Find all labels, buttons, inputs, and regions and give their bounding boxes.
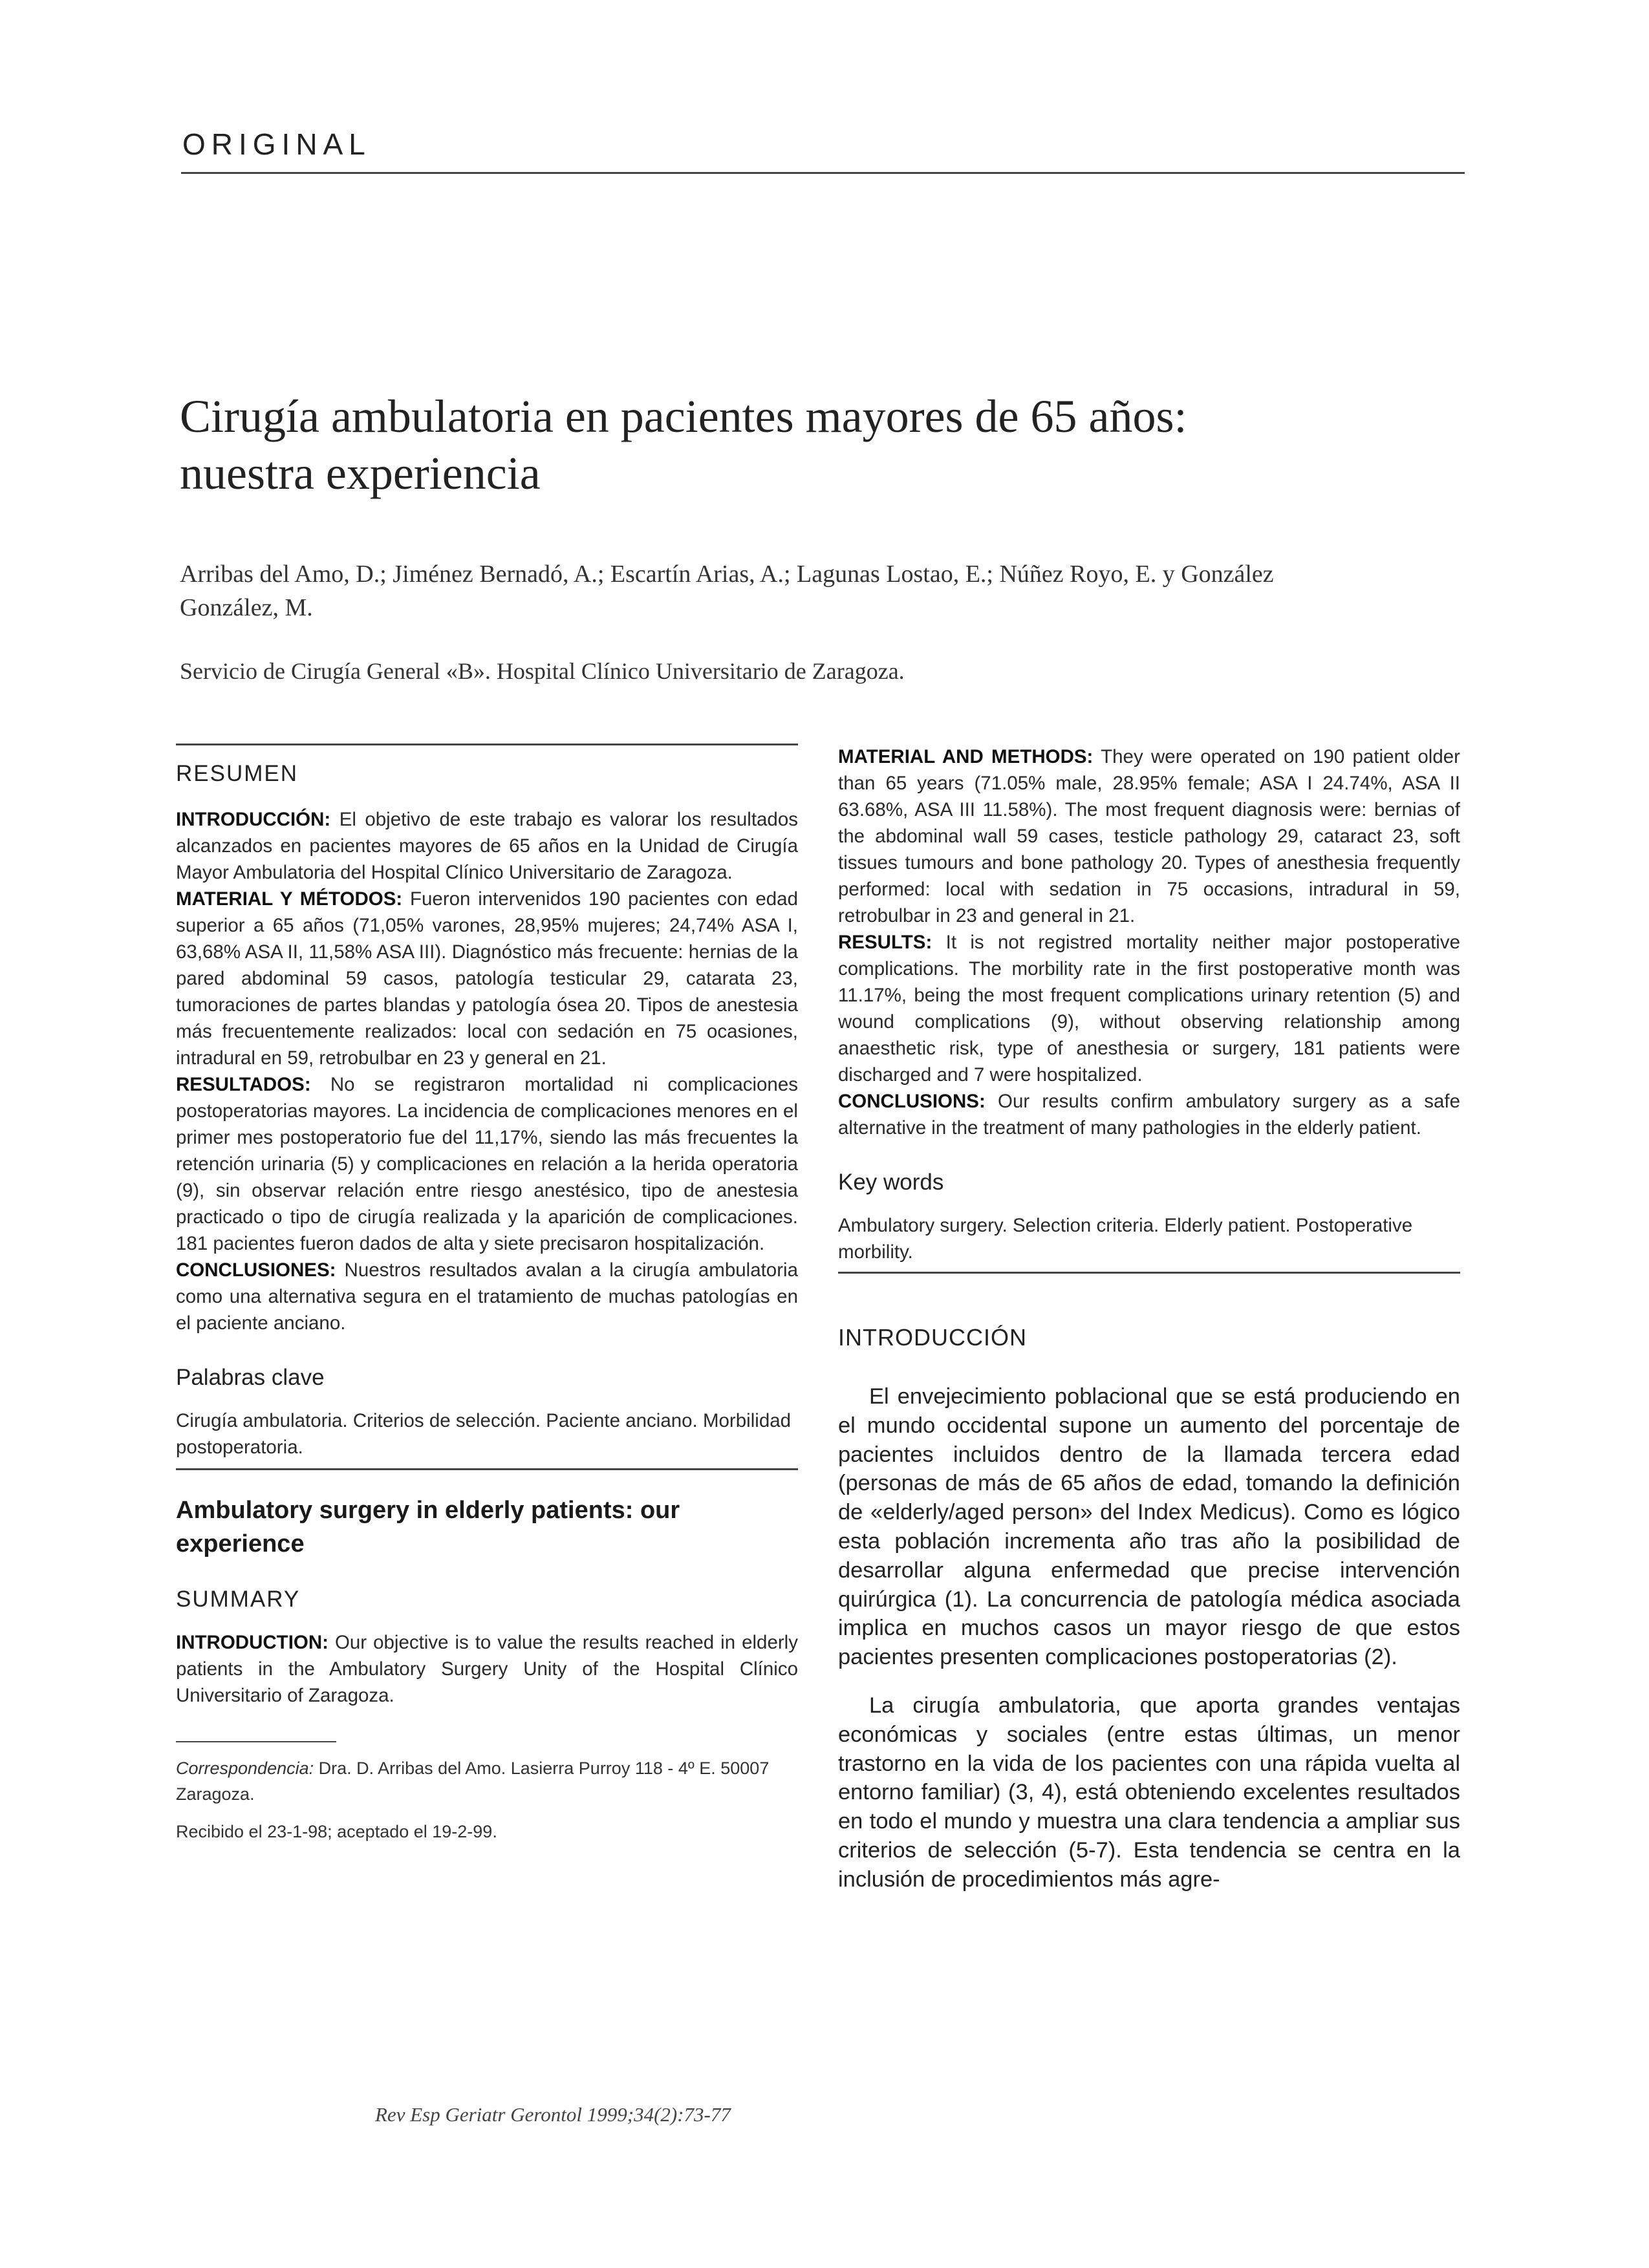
resumen-results-text: No se registraron mortalidad ni complicaciones postoperatorias mayores. La incidencia de complicaciones menores en el primer mes postoperatorio fue del 11,17%, siendo las más frecuentes la retención urinaria (5) y complicaciones en relación a la herida operatoria (9), sin observar relación entre riesgo anestésico, tipo de anestesia practicado o tipo de cirugía realizada y la aparición de complicaciones. 181 pacientes fueron dados de alta y siete precisaron hospitalización.	[176, 1074, 798, 1254]
english-title	[176, 1493, 798, 1561]
top-rule	[181, 172, 1465, 174]
palabras-clave-text: Cirugía ambulatoria. Criterios de selección. Paciente anciano. Morbilidad postoperatoria.	[176, 1410, 792, 1458]
resumen-material-metodos	[176, 886, 798, 1071]
footnote-received: Recibido el 23-1-98; aceptado el 19-2-99.	[176, 1822, 497, 1841]
article-title-line-1: Cirugía ambulatoria en pacientes mayores de 65 años:	[180, 390, 1187, 442]
summary-conclusions-text: Our results confirm ambulatory surgery as a safe alternative in the treatment of many pathologies in the elderly patient.	[838, 1091, 1460, 1139]
resumen-resultados	[176, 1071, 798, 1257]
key-words-heading: Key words	[838, 1170, 944, 1195]
summary-intro-text: Our objective is to value the results reached in elderly patients in the Ambulatory Surgery Unity of the Hospital Clínico Universitario of Zaragoza.	[176, 1632, 798, 1706]
footnote-corr-text: Dra. D. Arribas del Amo. Lasierra Purroy 118 - 4º E. 50007 Zaragoza.	[176, 1759, 770, 1804]
footnote-correspondence	[176, 1755, 798, 1807]
resumen-introduccion	[176, 806, 798, 886]
key-words-rule	[838, 1272, 1460, 1274]
footnote-rule	[176, 1741, 336, 1742]
palabras-clave-heading: Palabras clave	[176, 1365, 325, 1390]
article-title-line-2: nuestra experiencia	[180, 447, 541, 499]
authors-line-1: Arribas del Amo, D.; Jiménez Bernadó, A.; Escartín Arias, A.; Lagunas Lostao, E.; Núñez Royo, E. y González	[180, 561, 1274, 588]
introduccion-paragraph-1: El envejecimiento poblacional que se está produciendo en el mundo occidental supone un aumento del porcentaje de pacientes incluidos dentro de la llamada tercera edad (personas de más de 65 años de edad, tomando la definición de «elderly/aged person» del Index Medicus). Como es lógico esta población incrementa año tras año la posibilidad de desarrollar alguna enfermedad que precise intervención quirúrgica (1). La concurrencia de patología médica asociada implica en muchos casos un mayor riesgo de que estos pacientes presenten complicaciones postoperatorias (2).	[838, 1384, 1460, 1670]
authors-line-2: González, M.	[180, 594, 313, 621]
summary-methods-text: They were operated on 190 patient older than 65 years (71.05% male, 28.95% female; ASA I 24.74%, ASA II 63.68%, ASA III 11.58%). The most frequent diagnosis were: bernias of the abdominal wall 59 cases, testicle pathology 29, cataract 23, soft tissues tumours and bone pathology 20. Types of anesthesia frequently performed: local with sedation in 75 occasions, intradural in 59, retrobulbar in 23 and general in 21.	[838, 746, 1460, 926]
resumen-body	[176, 806, 798, 1336]
footnote-corr-label: Correspondencia:	[176, 1759, 314, 1778]
resumen-methods-text: Fueron intervenidos 190 pacientes con edad superior a 65 años (71,05% varones, 28,95% mujeres; 24,74% ASA I, 63,68% ASA II, 11,58% ASA III). Diagnóstico más frecuente: hernias de la pared abdominal 59 casos, patología testicular 29, catarata 23, tumoraciones de partes blandas y patología ósea 20. Tipos de anestesia más frecuentemente realizados: local con sedación en 75 ocasiones, intradural en 59, retrobulbar en 23 y general en 21.	[176, 888, 798, 1069]
resumen-intro-label: INTRODUCCIÓN:	[176, 809, 331, 830]
right-column	[838, 744, 1460, 1894]
affiliation: Servicio de Cirugía General «B». Hospital Clínico Universitario de Zaragoza.	[180, 658, 905, 684]
summary-intro-label: INTRODUCTION:	[176, 1632, 329, 1653]
authors	[180, 557, 1441, 625]
section-label: ORIGINAL	[182, 127, 371, 161]
article-title	[180, 388, 1408, 502]
resumen-results-label: RESULTADOS:	[176, 1074, 311, 1095]
palabras-clave-rule	[176, 1468, 798, 1470]
summary-introduction	[176, 1629, 798, 1709]
left-column	[176, 744, 798, 1845]
resumen-conclusions-text: Nuestros resultados avalan a la cirugía ambulatoria como una alternativa segura en el tratamiento de muchas patologías en el paciente anciano.	[176, 1259, 798, 1334]
resumen-intro-text: El objetivo de este trabajo es valorar los resultados alcanzados en pacientes mayores de 65 años en la Unidad de Cirugía Mayor Ambulatoria del Hospital Clínico Universitario de Zaragoza.	[176, 809, 798, 883]
key-words-text: Ambulatory surgery. Selection criteria. Elderly patient. Postoperative morbility.	[838, 1215, 1413, 1263]
summary-heading: SUMMARY	[176, 1587, 301, 1612]
introduccion-paragraph-2: La cirugía ambulatoria, que aporta grandes ventajas económicas y sociales (entre estas últimas, un menor trastorno en la vida de los pacientes con una rápida vuelta al entorno familiar) (3, 4), está obteniendo excelentes resultados en todo el mundo y muestra una clara tendencia a ampliar sus criterios de selección (5-7). Esta tendencia se centra en la inclusión de procedimientos más agre-	[838, 1693, 1460, 1892]
summary-results-text: It is not registred mortality neither major postoperative complications. The morbility rate in the first postoperative month was 11.17%, being the most frequent complications urinary retention (5) and wound complications (9), without observing relationship among anaesthetic risk, type of anesthesia or surgery, 181 patients were discharged and 7 were hospitalized.	[838, 932, 1460, 1086]
english-title-line-2: experience	[176, 1530, 305, 1557]
summary-methods-label: MATERIAL AND METHODS:	[838, 746, 1094, 767]
summary-material-methods	[838, 744, 1460, 929]
resumen-rule	[176, 744, 798, 745]
resumen-methods-label: MATERIAL Y MÉTODOS:	[176, 888, 403, 910]
introduccion-heading: INTRODUCCIÓN	[838, 1324, 1027, 1351]
summary-results	[838, 929, 1460, 1088]
resumen-conclusiones	[176, 1257, 798, 1336]
resumen-heading: RESUMEN	[176, 761, 299, 786]
summary-results-label: RESULTS:	[838, 932, 932, 953]
resumen-conclusions-label: CONCLUSIONES:	[176, 1259, 336, 1281]
summary-conclusions	[838, 1088, 1460, 1141]
summary-conclusions-label: CONCLUSIONS:	[838, 1091, 986, 1112]
journal-citation: Rev Esp Geriatr Gerontol 1999;34(2):73-77	[375, 2103, 731, 2126]
english-title-line-1: Ambulatory surgery in elderly patients: our	[176, 1497, 680, 1524]
